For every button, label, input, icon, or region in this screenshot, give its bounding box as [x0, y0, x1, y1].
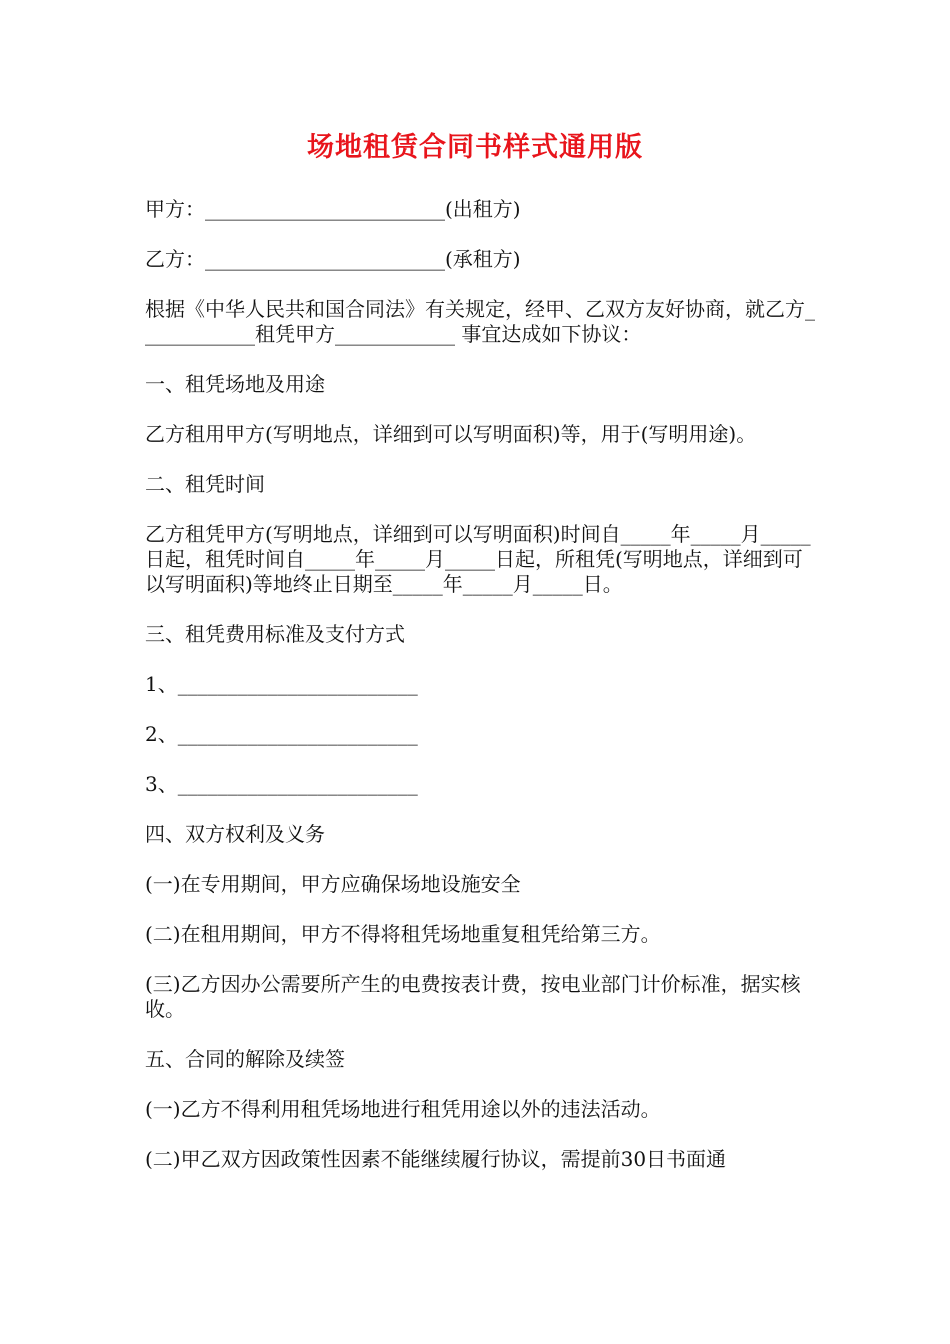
rights-item-3: (三)乙方因办公需要所产生的电费按表计费，按电业部门计价标准，据实核收。: [145, 972, 801, 1021]
rights-item-1: (一)在专用期间，甲方应确保场地设施安全: [145, 872, 521, 896]
rights-item-2: (二)在租用期间，甲方不得将租凭场地重复租凭给第三方。: [145, 922, 661, 946]
termination-item-2: (二)甲乙双方因政策性因素不能继续履行协议，需提前30日书面通: [145, 1147, 727, 1171]
section-heading-3: 三、租凭费用标准及支付方式: [145, 622, 405, 646]
fee-item-3: 3、________________________: [145, 772, 418, 796]
fee-item-2: 2、________________________: [145, 722, 418, 746]
party-b-line: 乙方：________________________(承租方): [145, 247, 521, 271]
section-heading-4: 四、双方权利及义务: [145, 822, 325, 846]
document-title: 场地租赁合同书样式通用版: [307, 132, 643, 163]
preamble-paragraph: 根据《中华人民共和国合同法》有关规定，经甲、乙双方友好协商，就乙方____________租凭甲方____________ 事宜达成如下协议：: [145, 297, 815, 346]
document-body: [145, 197, 815, 1172]
section-heading-1: 一、租凭场地及用途: [145, 372, 325, 396]
party-a-line: 甲方：________________________(出租方): [145, 197, 521, 221]
section-1-body: 乙方租用甲方(写明地点，详细到可以写明面积)等，用于(写明用途)。: [145, 422, 757, 446]
section-heading-5: 五、合同的解除及续签: [145, 1047, 345, 1071]
section-heading-2: 二、租凭时间: [145, 472, 265, 496]
fee-item-1: 1、________________________: [145, 672, 418, 696]
section-2-body: 乙方租凭甲方(写明地点，详细到可以写明面积)时间自_____年_____月_____日起，租凭时间自_____年_____月_____日起，所租凭(写明地点，详细到可以写明面积)等地终止日期至_____年_____月_____日。: [145, 522, 811, 596]
termination-item-1: (一)乙方不得利用租凭场地进行租凭用途以外的违法活动。: [145, 1097, 661, 1121]
